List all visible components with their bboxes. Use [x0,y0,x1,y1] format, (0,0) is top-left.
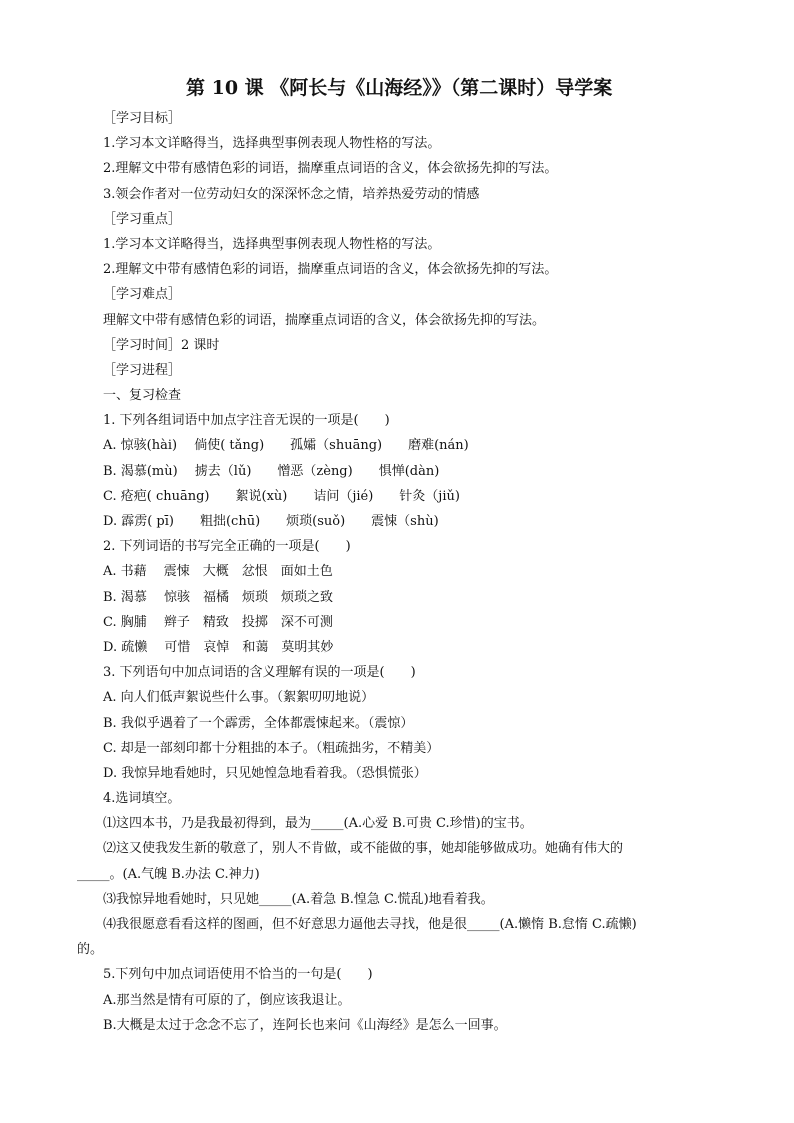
section-heading-key-points: ［学习重点］ [103,211,182,227]
option-line: A. 书藉 震悚 大概 忿恨 面如土色 [103,564,333,580]
fill-blank-item: ⑴这四本书，乃是我最初得到，最为_____(A.心爱 B.可贵 C.珍惜)的宝书。 [103,816,533,832]
fill-blank-item: ⑶我惊异地看她时，只见她_____(A.着急 B.惶急 C.慌乱)地看着我。 [103,891,494,907]
section-heading-time: ［学习时间］2 课时 [103,337,220,353]
objective-item: 2.理解文中带有感情色彩的词语，揣摩重点词语的含义，体会欲扬先抑的写法。 [103,161,558,177]
option-line: C. 却是一部刻印都十分粗拙的本子。（粗疏拙劣，不精美） [103,740,440,756]
option-line: B. 渴慕(mù) 掳去（lǔ) 憎恶（zèng) 惧惮(dàn) [103,463,440,479]
fill-blank-item: ⑷我很愿意看看这样的图画，但不好意思力逼他去寻找，他是很_____(A.懒惰 B.怠惰 C.疏懒) [103,917,637,932]
section-heading-process: ［学习进程］ [103,362,182,378]
option-line: B. 我似乎遇着了一个霹雳，全体都震悚起来。（震惊） [103,715,414,731]
question-stem: 2. 下列词语的书写完全正确的一项是( ) [103,539,351,555]
fill-blank-continuation: 的。 [77,942,104,958]
question-stem: 1. 下列各组词语中加点字注音无误的一项是( ) [103,413,390,429]
key-point-item: 1.学习本文详略得当，选择典型事例表现人物性格的写法。 [103,236,441,252]
fill-blank-continuation: _____。(A.气魄 B.办法 C.神力) [77,866,260,882]
objective-item: 3.领会作者对一位劳动妇女的深深怀念之情，培养热爱劳动的情感 [103,186,480,202]
option-line: D. 我惊异地看她时，只见她惶急地看着我。（恐惧慌张） [103,765,427,781]
option-line: B. 渴慕 惊骇 福橘 烦琐 烦琐之致 [103,589,333,605]
option-line: C. 疮疤( chuāng) 絮说(xù) 诘问（jié) 针灸（jiǔ) [103,488,460,504]
fill-blank-item: ⑵这又使我发生新的敬意了，别人不肯做，或不能做的事，她却能够做成功。她确有伟大的 [103,841,624,857]
option-line: A. 惊骇(hài) 倘使( tǎng) 孤孀（shuāng) 磨难(nán) [103,438,469,454]
difficulty-item: 理解文中带有感情色彩的词语，揣摩重点词语的含义，体会欲扬先抑的写法。 [103,312,546,328]
question-stem: 4.选词填空。 [103,791,181,807]
option-line: A. 向人们低声絮说些什么事。（絮絮叨叨地说） [103,690,375,706]
section-heading-difficulties: ［学习难点］ [103,287,182,303]
option-line: A.那当然是情有可原的了，倒应该我退让。 [103,992,351,1008]
document-title: 第 10 课 《阿长与《山海经》》（第二课时）导学案 [186,77,613,99]
section-heading-objectives: ［学习目标］ [103,111,182,126]
option-line: C. 胸脯 辫子 精致 投掷 深不可测 [103,614,333,630]
option-line: B.大概是太过于念念不忘了，连阿长也来问《山海经》是怎么一回事。 [103,1017,507,1033]
question-stem: 3. 下列语句中加点词语的含义理解有误的一项是( ) [103,665,416,681]
key-point-item: 2.理解文中带有感情色彩的词语，揣摩重点词语的含义，体会欲扬先抑的写法。 [103,262,558,278]
objective-item: 1.学习本文详略得当，选择典型事例表现人物性格的写法。 [103,136,441,152]
part-heading-review: 一、复习检查 [103,388,182,404]
option-line: D. 疏懒 可惜 哀悼 和蔼 莫明其妙 [103,639,334,655]
question-stem: 5.下列句中加点词语使用不恰当的一句是( ) [103,967,373,983]
option-line: D. 霹雳( pī) 粗拙(chū) 烦琐(suǒ) 震悚（shù) [103,514,439,529]
document-body [77,106,713,1038]
